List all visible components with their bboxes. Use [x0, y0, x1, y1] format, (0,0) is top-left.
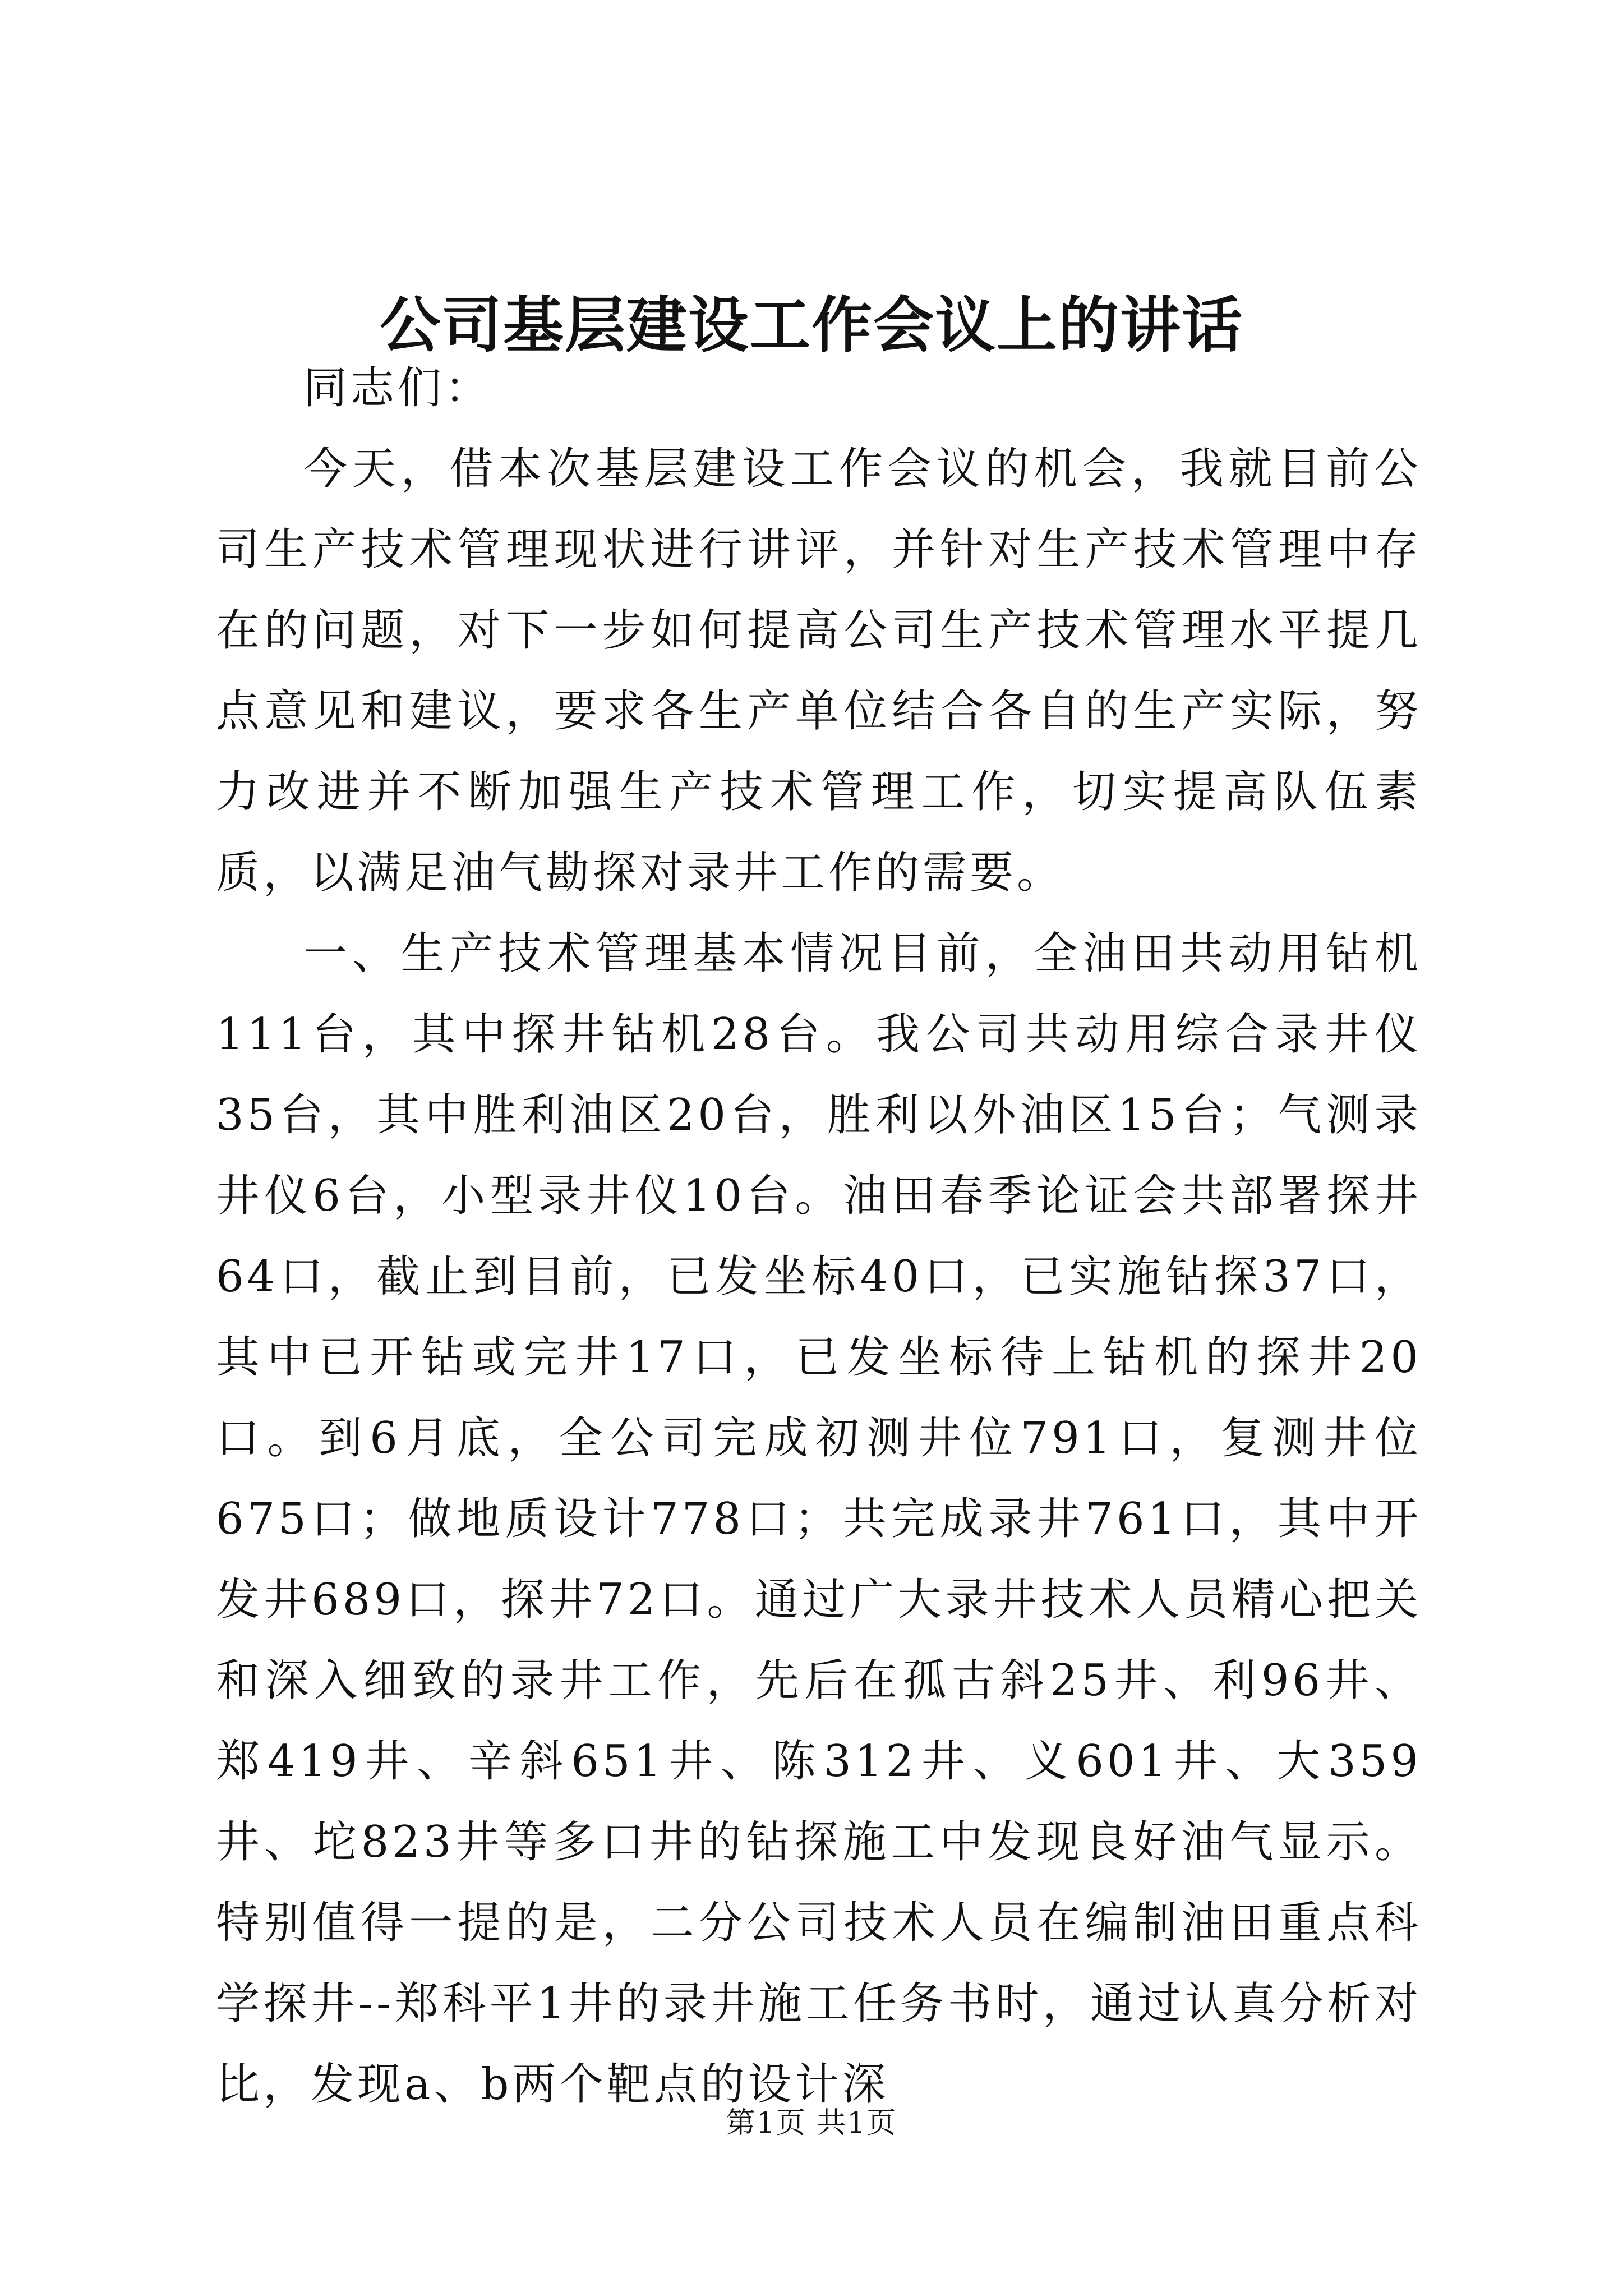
paragraph-2: 一、生产技术管理基本情况目前，全油田共动用钻机111台，其中探井钻机28台。我公司共动用综合录井仪35台，其中胜利油区20台，胜利以外油区15台；气测录井仪6台，小型录井仪10台。油田春季论证会共部署探井64口，截止到目前，已发坐标40口，已实施钻探37口，其中已开钻或完井17口，已发坐标待上钻机的探井20口。到6月底，全公司完成初测井位791口，复测井位675口；做地质设计778口；共完成录井761口，其中开发井689口，探井72口。通过广大录井技术人员精心把关和深入细致的录井工作，先后在孤古斜25井、利96井、郑419井、辛斜651井、陈312井、义601井、大359井、坨823井等多口井的钻探施工中发现良好油气显示。特别值得一提的是，二分公司技术人员在编制油田重点科学探井--郑科平1井的录井施工任务书时，通过认真分析对比，发现a、b两个靶点的设计深: [216, 928, 1422, 2110]
paragraph-1: 今天，借本次基层建设工作会议的机会，我就目前公司生产技术管理现状进行讲评，并针对生产技术管理中存在的问题，对下一步如何提高公司生产技术管理水平提几点意见和建议，要求各生产单位结合各自的生产实际，努力改进并不断加强生产技术管理工作，切实提高队伍素质，以满足油气勘探对录井工作的需要。: [216, 444, 1422, 898]
document-body: [216, 348, 1422, 2125]
greeting: 同志们：: [303, 363, 492, 413]
page-footer: 第1页 共1页: [726, 2106, 897, 2140]
document-title: 公司基层建设工作会议上的讲话: [379, 290, 1243, 361]
